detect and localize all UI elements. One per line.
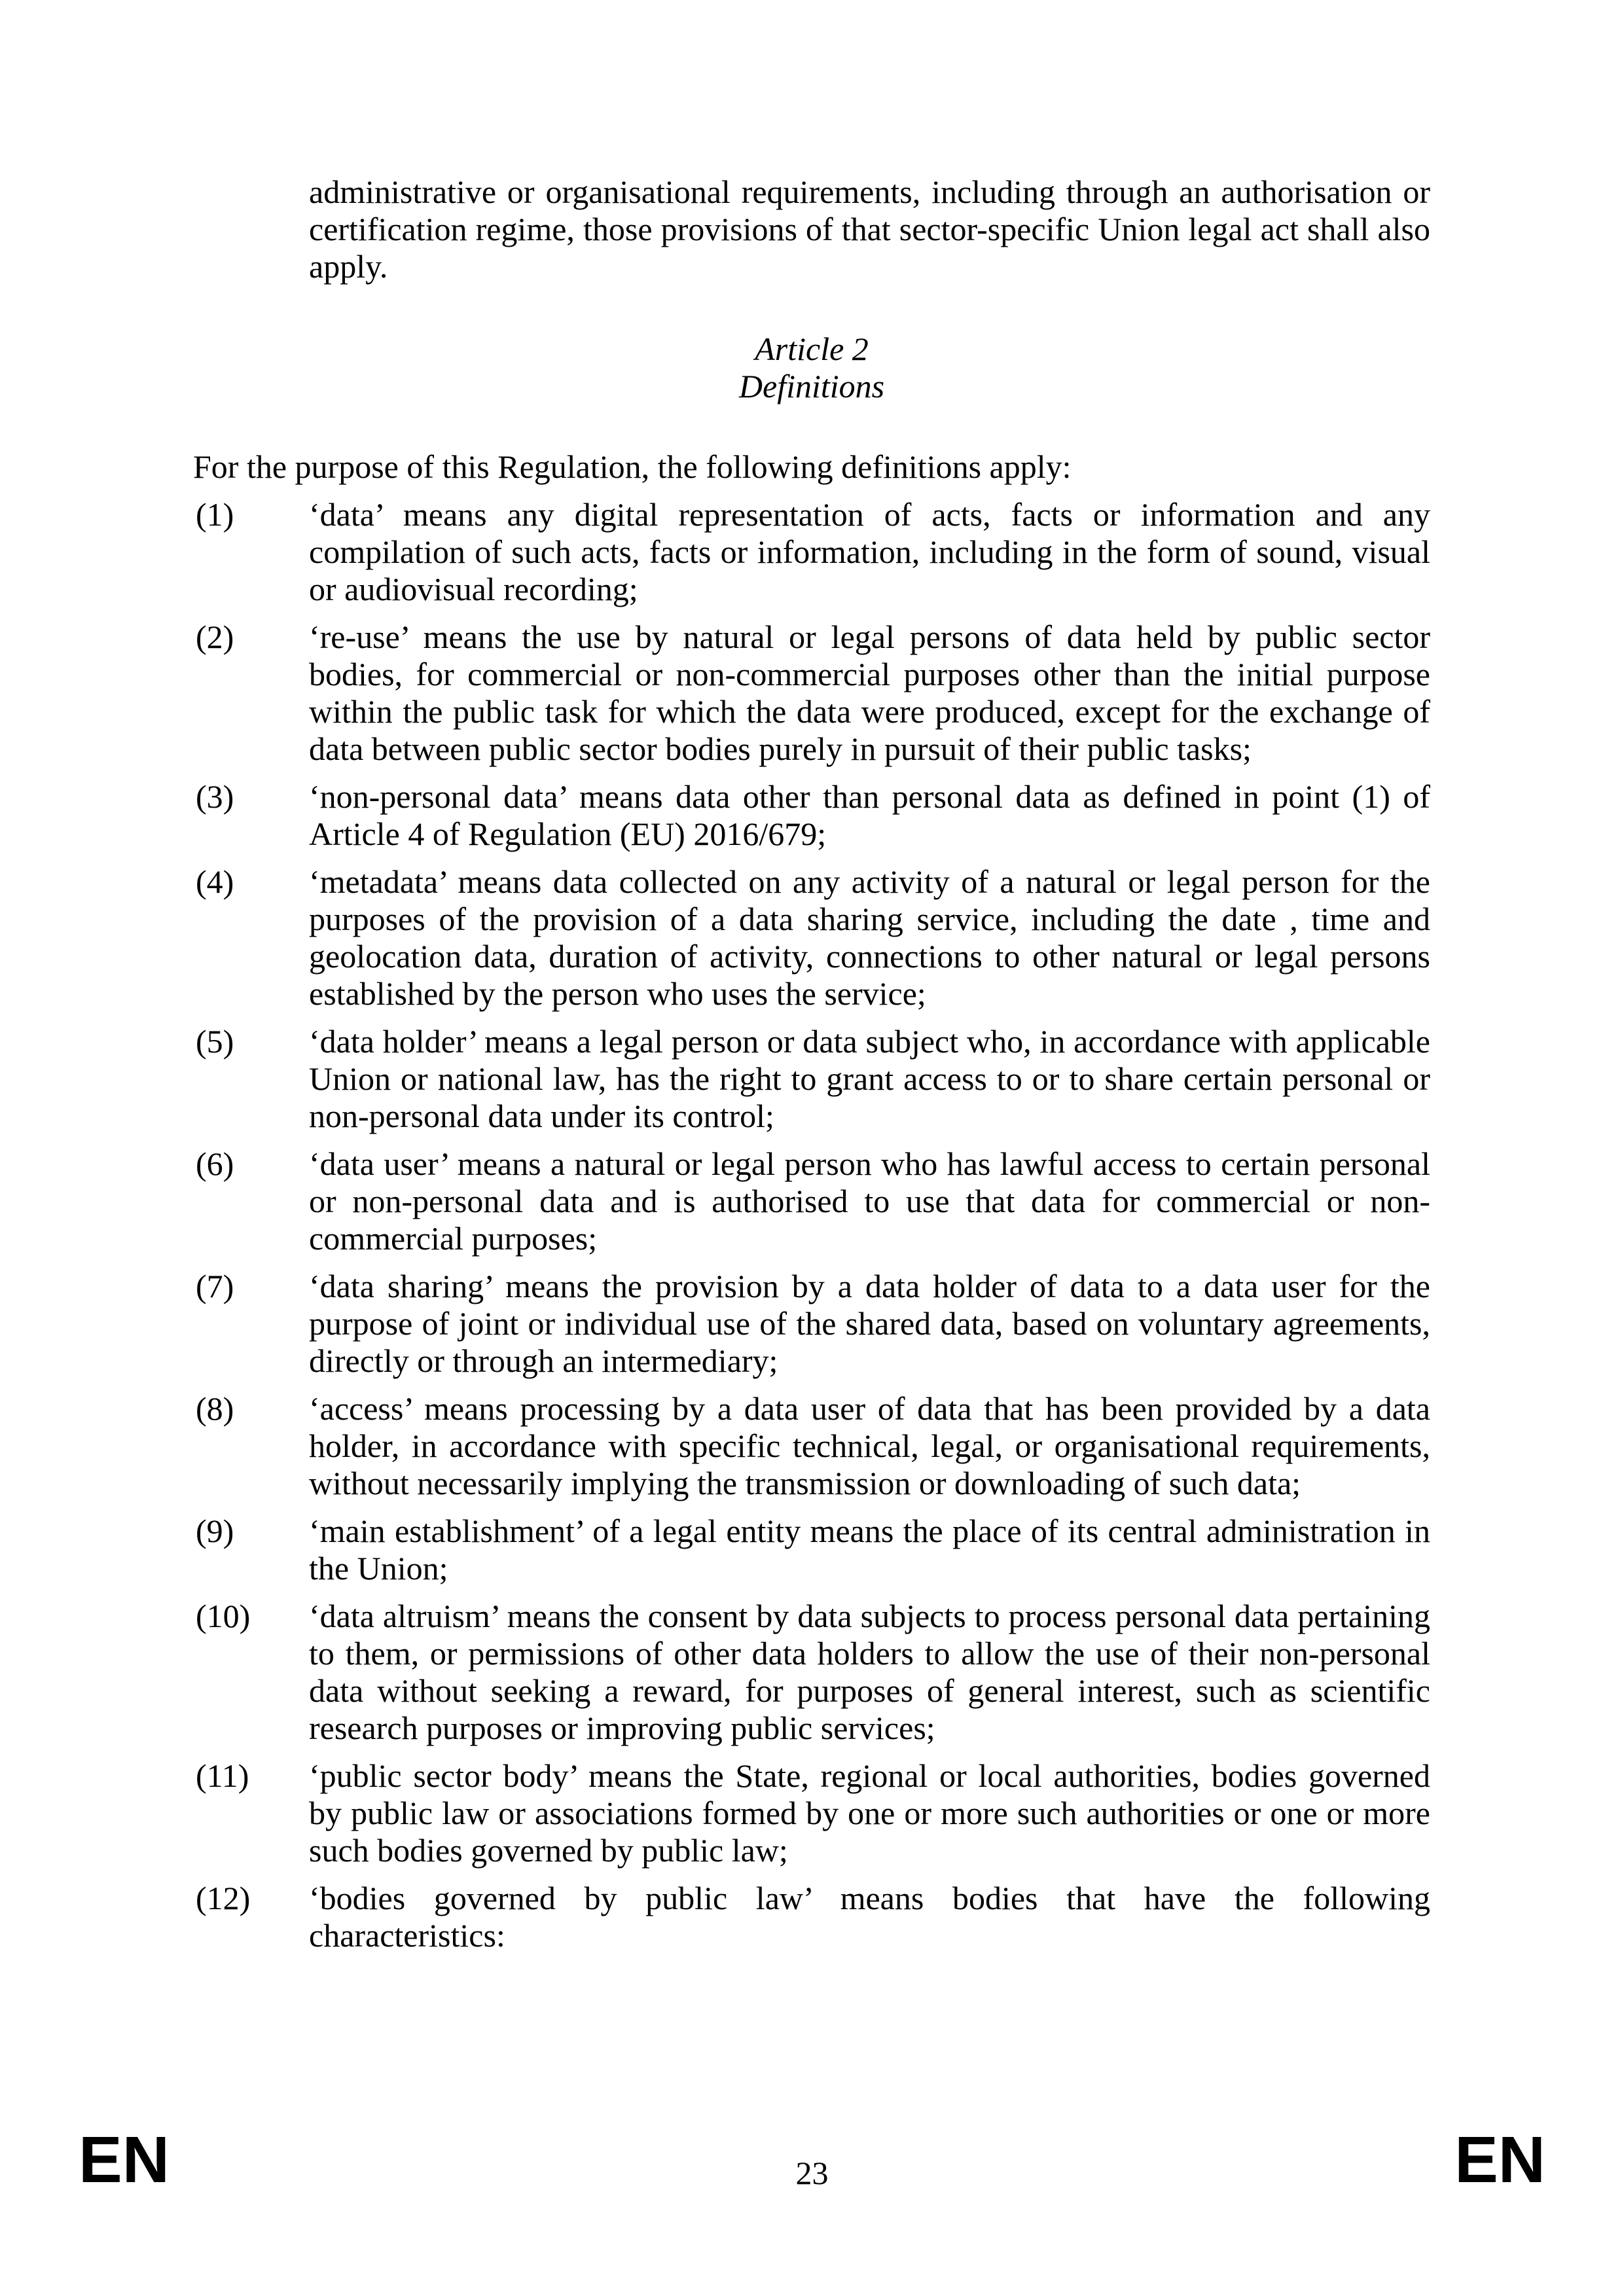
definition-item bbox=[193, 1880, 1430, 1954]
definition-number: (1) bbox=[196, 496, 234, 533]
definition-text: ‘re-use’ means the use by natural or legal persons of data held by public sector bodies, for commercial or non-commercial purposes other than the initial purpose within the public task for which the data were produced, except for the exchange of data between public sector bodies purely in pursuit of their public tasks; bbox=[309, 619, 1430, 767]
definition-number: (10) bbox=[196, 1598, 251, 1634]
definition-item bbox=[193, 496, 1430, 608]
definition-item bbox=[193, 1598, 1430, 1747]
definition-item bbox=[193, 1390, 1430, 1502]
language-marker-right: EN bbox=[1454, 2123, 1545, 2197]
definition-item bbox=[193, 863, 1430, 1013]
definition-number: (6) bbox=[196, 1145, 234, 1182]
continuation-paragraph: administrative or organisational requirements, including through an authorisation or certification regime, those provisions of that sector-specific Union legal act shall also apply. bbox=[309, 173, 1430, 285]
definition-number: (4) bbox=[196, 863, 234, 900]
page-content bbox=[193, 173, 1430, 1954]
definition-number: (5) bbox=[196, 1023, 234, 1060]
definition-item bbox=[193, 778, 1430, 853]
article-title: Definitions bbox=[738, 368, 885, 404]
definition-number: (9) bbox=[196, 1513, 234, 1549]
definition-text: ‘public sector body’ means the State, regional or local authorities, bodies governed by public law or associations formed by one or more such authorities or one or more such bodies governed by public law; bbox=[309, 1757, 1430, 1869]
definition-number: (11) bbox=[196, 1757, 249, 1794]
article-heading bbox=[193, 331, 1430, 405]
definitions-list bbox=[193, 496, 1430, 1954]
definition-text: ‘access’ means processing by a data user of data that has been provided by a data holder, in accordance with specific technical, legal, or organisational requirements, without necessarily implying the transmission or downloading of such data; bbox=[309, 1390, 1430, 1501]
definition-text: ‘non-personal data’ means data other than personal data as defined in point (1) of Article 4 of Regulation (EU) 2016/679; bbox=[309, 778, 1430, 852]
definition-item bbox=[193, 1145, 1430, 1257]
definition-item bbox=[193, 619, 1430, 768]
definition-text: ‘data’ means any digital representation of acts, facts or information and any compilation of such acts, facts or information, including in the form of sound, visual or audiovisual recording; bbox=[309, 496, 1430, 607]
definition-number: (7) bbox=[196, 1268, 234, 1304]
language-marker-left: EN bbox=[79, 2123, 170, 2197]
definition-text: ‘main establishment’ of a legal entity means the place of its central administration in the Union; bbox=[309, 1513, 1430, 1587]
article-number: Article 2 bbox=[755, 331, 869, 367]
definition-text: ‘bodies governed by public law’ means bodies that have the following characteristics: bbox=[309, 1880, 1430, 1954]
definition-number: (8) bbox=[196, 1390, 234, 1427]
definition-item bbox=[193, 1268, 1430, 1380]
definition-text: ‘data altruism’ means the consent by data subjects to process personal data pertaining to them, or permissions of other data holders to allow the use of their non-personal data without seeking a reward, for purposes of general interest, such as scientific research purposes or improving public services; bbox=[309, 1598, 1430, 1746]
definition-text: ‘metadata’ means data collected on any activity of a natural or legal person for the purposes of the provision of a data sharing service, including the date , time and geolocation data, duration of activity, connections to other natural or legal persons established by the person who uses the service; bbox=[309, 863, 1430, 1012]
definitions-intro: For the purpose of this Regulation, the following definitions apply: bbox=[193, 448, 1072, 485]
definition-text: ‘data sharing’ means the provision by a data holder of data to a data user for the purpose of joint or individual use of the shared data, based on voluntary agreements, directly or through an intermediary; bbox=[309, 1268, 1430, 1379]
definition-item bbox=[193, 1757, 1430, 1869]
page-number: 23 bbox=[795, 2155, 829, 2191]
definition-item bbox=[193, 1513, 1430, 1587]
definition-text: ‘data user’ means a natural or legal person who has lawful access to certain personal or non-personal data and is authorised to use that data for commercial or non-commercial purposes; bbox=[309, 1145, 1430, 1257]
definition-text: ‘data holder’ means a legal person or data subject who, in accordance with applicable Union or national law, has the right to grant access to or to share certain personal or non-personal data under its control; bbox=[309, 1023, 1430, 1134]
definition-number: (12) bbox=[196, 1880, 251, 1916]
definition-number: (2) bbox=[196, 619, 234, 655]
definition-number: (3) bbox=[196, 778, 234, 815]
definition-item bbox=[193, 1023, 1430, 1135]
